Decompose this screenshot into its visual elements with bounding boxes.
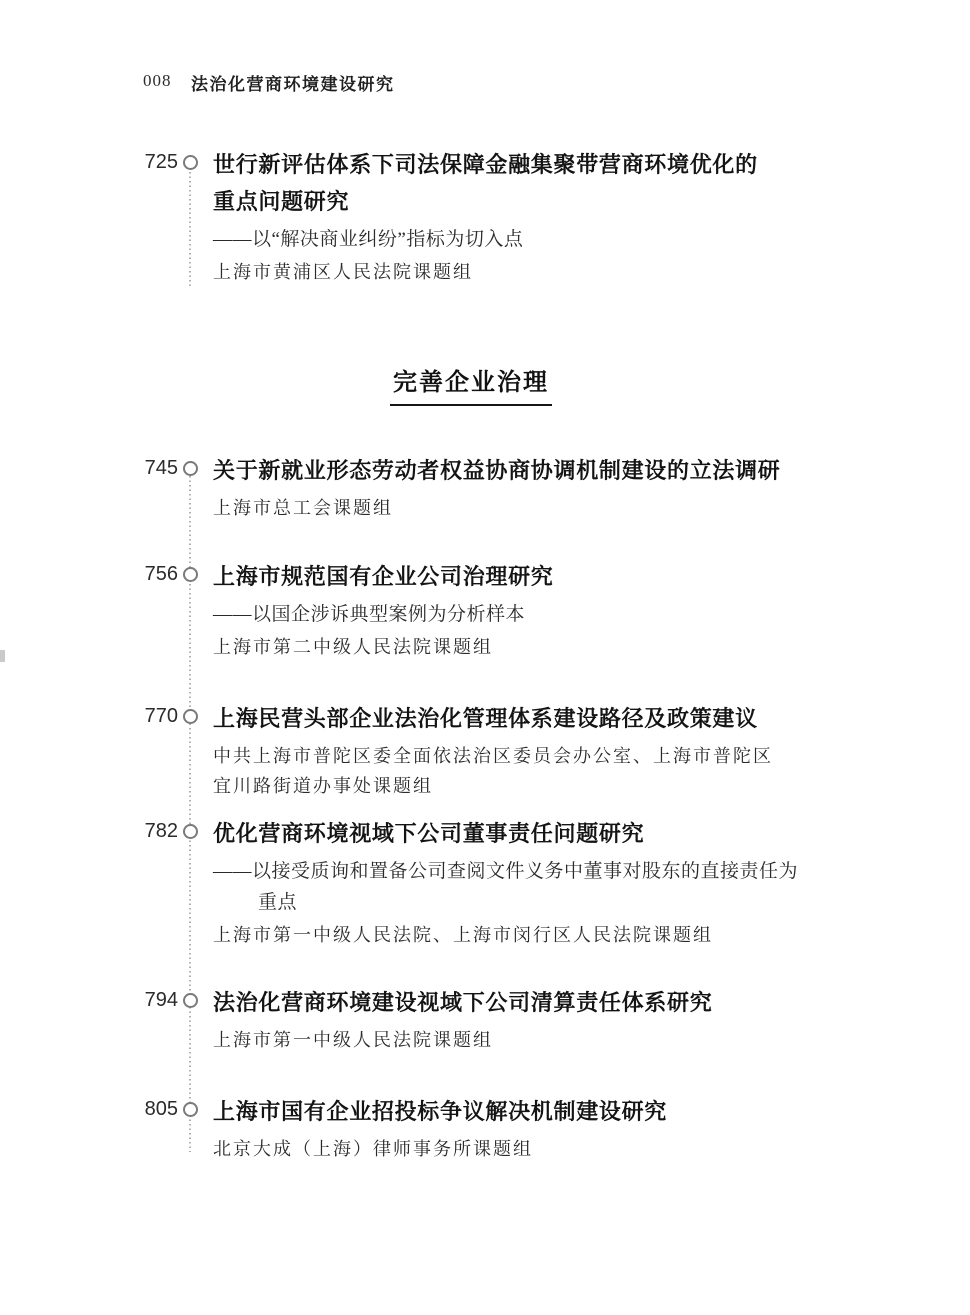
entry-bullet-icon	[183, 709, 198, 724]
entry-bullet-icon	[183, 824, 198, 839]
entry-title: 世行新评估体系下司法保障金融集聚带营商环境优化的重点问题研究	[213, 152, 758, 214]
toc-entry	[0, 452, 970, 523]
entry-authors: 上海市总工会课题组	[213, 498, 393, 518]
entry-title: 关于新就业形态劳动者权益协商协调机制建设的立法调研	[213, 458, 781, 483]
entry-page-number: 756	[144, 563, 178, 585]
entry-title: 上海民营头部企业法治化管理体系建设路径及政策建议	[213, 706, 758, 731]
entry-title: 法治化营商环境建设视域下公司清算责任体系研究	[213, 990, 713, 1015]
entry-title: 上海市规范国有企业公司治理研究	[213, 564, 554, 589]
book-title: 法治化营商环境建设研究	[191, 75, 395, 94]
entry-authors: 上海市第一中级人民法院课题组	[213, 1030, 493, 1050]
section-heading-row	[0, 362, 942, 406]
entry-authors: 北京大成（上海）律师事务所课题组	[213, 1139, 533, 1159]
toc-entry	[0, 984, 970, 1055]
entry-bullet-icon	[183, 155, 198, 170]
entry-authors: 中共上海市普陀区委全面依法治区委员会办公室、上海市普陀区宜川路街道办事处课题组	[213, 746, 773, 796]
entry-page-number: 782	[144, 820, 178, 842]
toc-entry	[0, 815, 970, 950]
toc-entry	[0, 700, 970, 801]
entry-page-number: 770	[144, 705, 178, 727]
entry-page-number: 805	[144, 1098, 178, 1120]
entry-authors: 上海市黄浦区人民法院课题组	[213, 262, 473, 282]
entry-authors: 上海市第二中级人民法院课题组	[213, 637, 493, 657]
entry-subtitle: ——以国企涉诉典型案例为分析样本	[213, 604, 526, 625]
page-number: 008	[143, 71, 172, 90]
entry-title: 上海市国有企业招投标争议解决机制建设研究	[213, 1099, 668, 1124]
entry-bullet-icon	[183, 1102, 198, 1117]
entry-bullet-icon	[183, 461, 198, 476]
entry-bullet-icon	[183, 993, 198, 1008]
entry-subtitle: ——以接受质询和置备公司查阅文件义务中董事对股东的直接责任为重点	[213, 861, 799, 913]
section-heading: 完善企业治理	[390, 362, 552, 406]
toc-entry	[0, 1093, 970, 1164]
entry-page-number: 725	[144, 151, 178, 173]
toc-entry	[0, 146, 970, 287]
entry-subtitle: ——以“解决商业纠纷”指标为切入点	[213, 229, 524, 250]
entry-page-number: 794	[144, 989, 178, 1011]
entry-bullet-icon	[183, 567, 198, 582]
entry-authors: 上海市第一中级人民法院、上海市闵行区人民法院课题组	[213, 925, 713, 945]
page-header	[0, 70, 970, 96]
entry-page-number: 745	[144, 457, 178, 479]
toc-entry	[0, 558, 970, 662]
entry-title: 优化营商环境视域下公司董事责任问题研究	[213, 821, 645, 846]
